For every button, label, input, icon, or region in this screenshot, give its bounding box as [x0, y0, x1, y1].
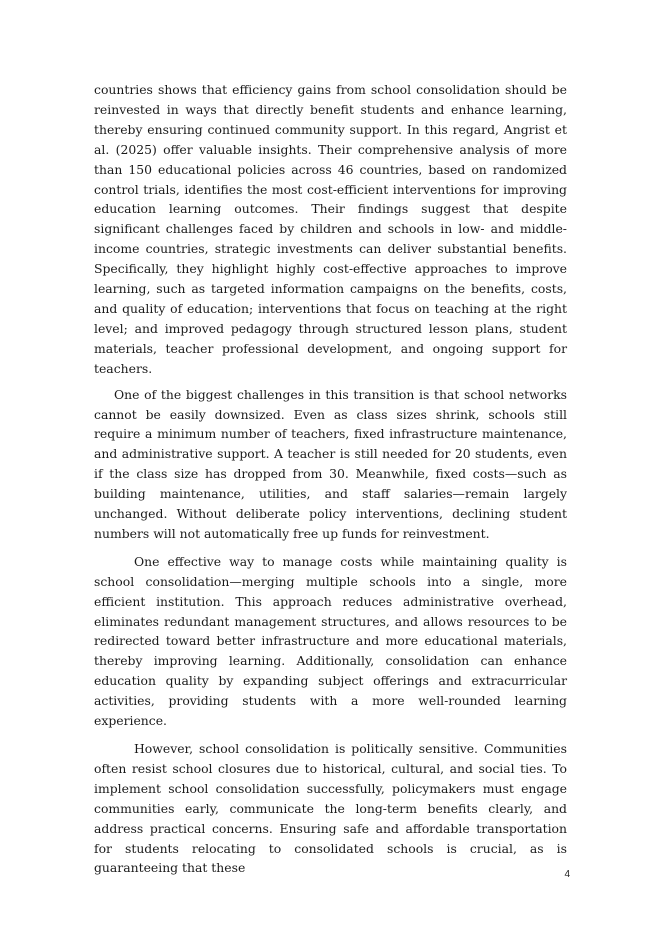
page-number: 4 — [564, 869, 570, 880]
paragraph-school-consolidation: One effective way to manage costs while maintaining quality is school consolidation—merging multiple schools into a single, more efficient institution. This approach reduces administrative overhead, eliminates redundant management structures, and allows resources to be redirected toward better infrastructure and more educational materials, thereby improving learning. Additionally, consolidation can enhance education quality by expanding subject offerings and extracurricular activities, providing students with a more well-rounded learning experience. — [94, 553, 567, 729]
paragraph-downsizing-challenge: One of the biggest challenges in this transition is that school networks cannot be easily downsized. Even as class sizes shrink, schools still require a minimum number of teachers, fixed infrastructure maintenance, and administrative support. A teacher is still needed for 20 students, even if the class size has dropped from 30. Meanwhile, fixed costs—such as building maintenance, utilities, and staff salaries—remain largely unchanged. Without deliberate policy interventions, declining student numbers will not automatically free up funds for reinvestment. — [94, 386, 567, 541]
paragraph-political-sensitivity: However, school consolidation is politically sensitive. Communities often resist school closures due to historical, cultural, and social ties. To implement school consolidation successfully, policymakers must engage communities early, communicate the long-term benefits clearly, and address practical concerns. Ensuring safe and affordable transportation for students relocating to consolidated schools is crucial, as is guaranteeing that these — [94, 741, 567, 876]
paragraph-reinvestment: countries shows that efficiency gains from school consolidation should be reinvested in ways that directly benefit students and enhance learning, thereby ensuring continued community support. In this regard, Angrist et al. (2025) offer valuable insights. Their comprehensive analysis of more than 150 educational policies across 46 countries, based on randomized control trials, identifies the most cost-efficient interventions for improving education learning outcomes. Their findings suggest that despite significant challenges faced by children and schools in low- and middle-income countries, strategic investments can deliver substantial benefits. Specifically, they highlight highly cost-effective approaches to improve learning, such as targeted information campaigns on the benefits, costs, and quality of education; interventions that focus on teaching at the right level; and improved pedagogy through structured lesson plans, student materials, teacher professional development, and ongoing support for teachers. — [94, 82, 567, 376]
document-body — [94, 80, 567, 878]
